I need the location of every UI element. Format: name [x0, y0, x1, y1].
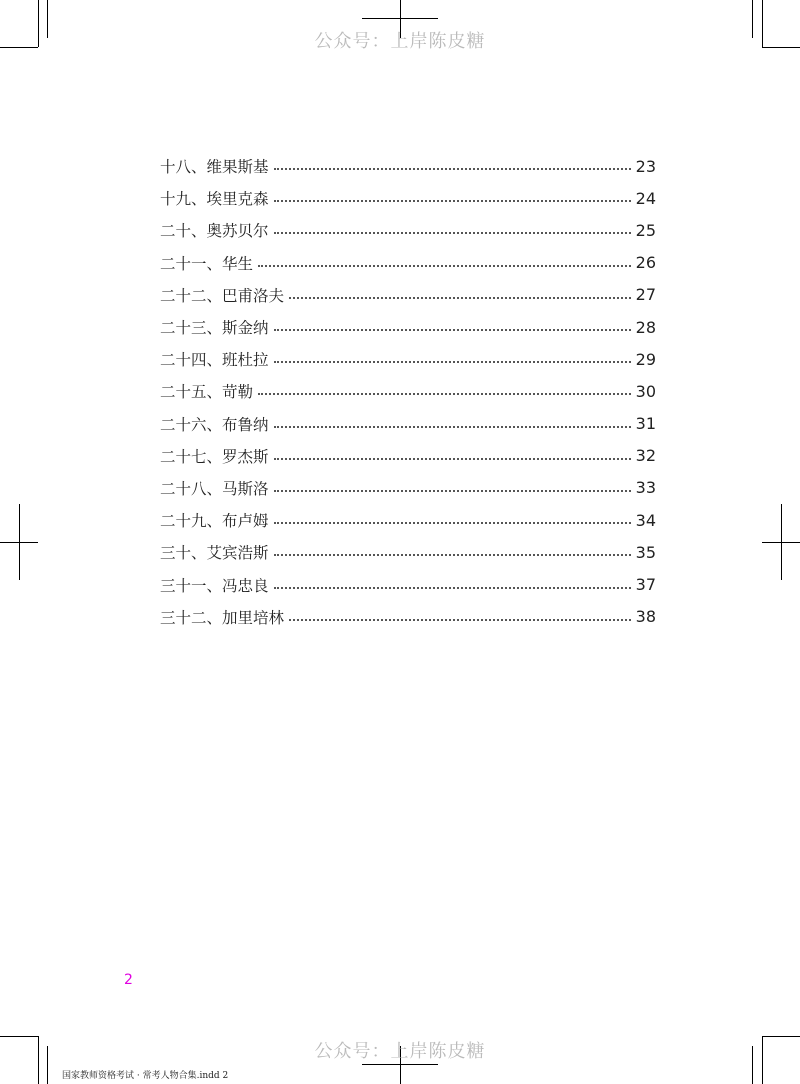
toc-leader-dots	[289, 297, 631, 299]
toc-leader-dots	[274, 361, 631, 363]
toc-leader-dots	[258, 265, 631, 267]
toc-entry[interactable]	[160, 504, 656, 536]
toc-leader-dots	[274, 200, 631, 202]
toc-leader-dots	[274, 232, 631, 234]
toc-entry-page: 34	[635, 510, 656, 530]
toc-entry-page: 35	[635, 542, 656, 562]
toc-entry-page: 23	[635, 156, 656, 176]
toc-entry-title: 十八、维果斯基	[160, 158, 269, 177]
toc-entry[interactable]	[160, 536, 656, 568]
toc-entry[interactable]	[160, 214, 656, 246]
toc-entry-page: 28	[635, 317, 656, 337]
registration-mark	[781, 504, 782, 580]
file-slug: 国家教师资格考试 · 常考人物合集.indd 2	[62, 1071, 229, 1081]
toc-leader-dots	[274, 522, 631, 524]
toc-entry-page: 26	[635, 253, 656, 273]
toc-leader-dots	[274, 458, 631, 460]
toc-entry-title: 三十二、加里培林	[160, 608, 285, 627]
toc-leader-dots	[274, 329, 631, 331]
toc-leader-dots	[258, 393, 631, 395]
toc-entry-page: 31	[635, 414, 656, 434]
toc-entry-page: 37	[635, 575, 656, 595]
toc-entry-page: 30	[635, 381, 656, 401]
table-of-contents	[160, 150, 656, 633]
toc-entry-page: 29	[635, 349, 656, 369]
toc-entry-page: 32	[635, 446, 656, 466]
toc-entry[interactable]	[160, 472, 656, 504]
toc-leader-dots	[289, 619, 631, 621]
toc-leader-dots	[274, 554, 631, 556]
toc-entry-title: 二十四、班杜拉	[160, 351, 269, 370]
toc-entry[interactable]	[160, 343, 656, 375]
toc-leader-dots	[274, 168, 631, 170]
toc-entry-page: 33	[635, 478, 656, 498]
registration-mark	[19, 504, 20, 580]
toc-entry[interactable]	[160, 568, 656, 600]
toc-entry[interactable]	[160, 375, 656, 407]
watermark-top: 公众号：上岸陈皮糖	[314, 31, 486, 52]
toc-leader-dots	[274, 587, 631, 589]
toc-entry[interactable]	[160, 311, 656, 343]
toc-entry-title: 二十二、巴甫洛夫	[160, 286, 285, 305]
toc-entry-title: 二十六、布鲁纳	[160, 415, 269, 434]
toc-entry[interactable]	[160, 150, 656, 182]
toc-entry-title: 二十五、苛勒	[160, 383, 254, 402]
toc-entry-title: 三十一、冯忠良	[160, 576, 269, 595]
toc-entry-title: 二十八、马斯洛	[160, 479, 269, 498]
toc-entry-page: 25	[635, 220, 656, 240]
watermark-bottom: 公众号：上岸陈皮糖	[314, 1041, 486, 1062]
toc-entry-title: 十九、埃里克森	[160, 190, 269, 209]
toc-entry-title: 二十、奥苏贝尔	[160, 222, 269, 241]
toc-entry-page: 27	[635, 285, 656, 305]
toc-entry[interactable]	[160, 601, 656, 633]
toc-entry-title: 二十七、罗杰斯	[160, 447, 269, 466]
toc-entry[interactable]	[160, 279, 656, 311]
toc-entry-title: 二十一、华生	[160, 254, 254, 273]
toc-entry-title: 二十三、斯金纳	[160, 319, 269, 338]
toc-entry[interactable]	[160, 182, 656, 214]
toc-entry[interactable]	[160, 440, 656, 472]
toc-entry[interactable]	[160, 247, 656, 279]
toc-entry[interactable]	[160, 408, 656, 440]
toc-entry-title: 二十九、布卢姆	[160, 512, 269, 531]
toc-entry-page: 38	[635, 607, 656, 627]
toc-leader-dots	[274, 426, 631, 428]
toc-entry-title: 三十、艾宾浩斯	[160, 544, 269, 563]
toc-entry-page: 24	[635, 188, 656, 208]
page-number: 2	[124, 972, 133, 988]
toc-leader-dots	[274, 490, 631, 492]
